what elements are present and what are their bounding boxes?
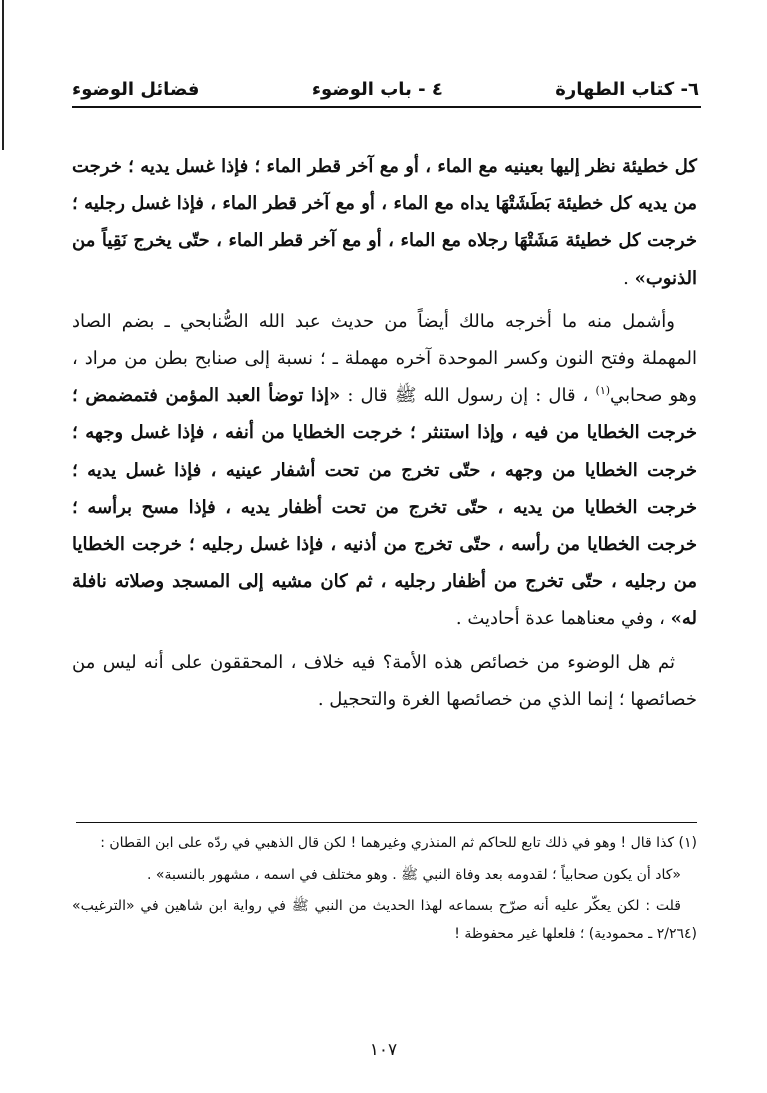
paragraph-2 [72, 303, 697, 638]
page-number: ١٠٧ [369, 1040, 398, 1060]
footnote-1: (١) كذا قال ! وهو في ذلك تابع للحاكم ثم المنذري وغيرهما ! لكن قال الذهبي في ردّه على ابن القطان : [100, 835, 697, 851]
footnote-1-quote: «كاد أن يكون صحابياً ؛ لقدومه بعد وفاة النبي ﷺ . وهو مختلف في اسمه ، مشهور بالنسبة» . [146, 866, 681, 883]
footnote-marker[interactable]: (١) [595, 384, 611, 398]
header-section: ٤ - باب الوضوء [311, 78, 443, 100]
header-topic: فضائل الوضوء [72, 78, 200, 100]
paragraph-1 [72, 148, 697, 297]
hadith-text-2: «إذا توضأ العبد المؤمن فتمضمض ؛ خرجت الخطايا من فيه ، وإذا استنثر ؛ خرجت الخطايا من أنفه ، فإذا غسل وجهه ؛ خرجت الخطايا من وجهه ، حتّى تخرج من تحت أشفار عينيه ، فإذا غسل يديه ؛ خرجت الخطايا من يديه ، حتّى تخرج من تحت أظفار يديه ، فإذا مسح برأسه ؛ خرجت الخطايا من رأسه ، حتّى تخرج من أذنيه ، فإذا غسل رجليه ؛ خرجت الخطايا من رجليه ، حتّى تخرج من أظفار رجليه ، ثم كان مشيه إلى المسجد وصلاته نافلة له» [72, 385, 697, 630]
hadith-text-1: كل خطيئة نظر إليها بعينيه مع الماء ، أو مع آخر قطر الماء ؛ فإذا غسل يديه ؛ خرجت من يديه كل خطيئة بَطَشَتْهَا يداه مع الماء ، أو مع آخر قطر الماء ، فإذا غسل رجليه ؛ خرجت كل خطيئة مَشَتْهَا رجلاه مع الماء ، أو مع آخر قطر الماء ، حتّى يخرج نَقِياً من الذنوب» [72, 156, 698, 289]
footnote-1-note: قلت : لكن يعكّر عليه أنه صرّح بسماعه لهذا الحديث من النبي ﷺ في رواية ابن شاهين في «الترغيب» (٢/٢٦٤ ـ محمودية) ؛ فلعلها غير محفوظة ! [72, 898, 697, 942]
paragraph-2-mid: ، قال : إن رسول الله ﷺ قال : [340, 385, 596, 407]
header-rule [72, 106, 701, 108]
paragraph-2-intro: وأشمل منه ما أخرجه مالك أيضاً من حديث عبد الله الصُّنابحي ـ بضم الصاد المهملة وفتح النون وكسر الموحدة آخره مهملة ـ ؛ نسبة إلى صنابح بطن من مراد ، وهو صحابي [72, 310, 697, 407]
paragraph-3: ثم هل الوضوء من خصائص هذه الأمة؟ فيه خلاف ، المحققون على أنه ليس من خصائصها ؛ إنما الذي من خصائصها الغرة والتحجيل . [72, 651, 697, 710]
main-text [72, 148, 697, 718]
footnote-rule [76, 822, 697, 823]
running-header [72, 72, 699, 106]
paragraph-2-end: ، وفي معناهما عدة أحاديث . [455, 608, 671, 630]
paragraph-1-end: . [623, 267, 635, 289]
header-chapter: ٦- كتاب الطهارة [555, 78, 699, 100]
page-edge-line [2, 0, 4, 150]
footnotes [72, 830, 697, 948]
